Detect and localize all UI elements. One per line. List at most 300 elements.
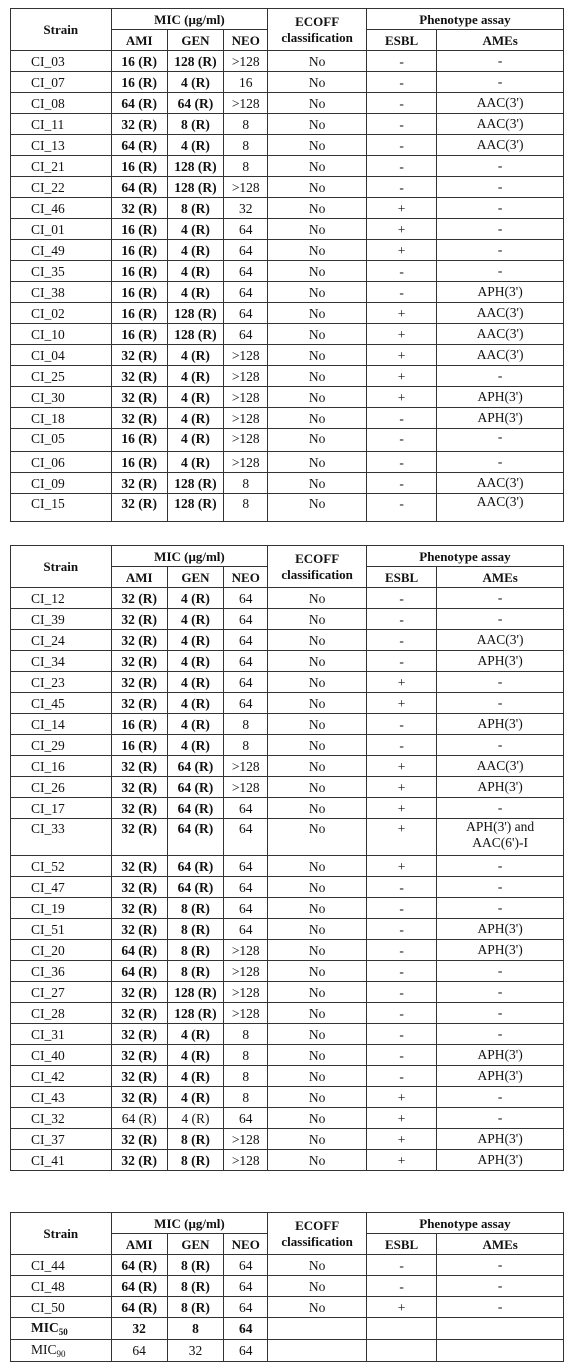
esbl-cell: - [366,114,436,135]
ecoff-header [268,9,367,51]
strain-cell: CI_14 [11,714,112,735]
ecoff-header-line1: ECOFF [295,1217,340,1233]
esbl-cell: - [366,919,436,940]
strain-cell: CI_48 [11,1276,112,1297]
table-row [11,1276,564,1297]
strain-cell: CI_26 [11,777,112,798]
summary-empty-cell [268,1318,367,1340]
table-row [11,735,564,756]
esbl-cell: - [366,1024,436,1045]
strain-cell: CI_46 [11,198,112,219]
table-row [11,588,564,609]
table-row [11,1255,564,1276]
ami-cell: 32 (R) [111,651,167,672]
neo-cell: 8 [224,135,268,156]
gen-header: GEN [167,1234,223,1255]
neo-cell: 64 [224,261,268,282]
gen-cell: 128 (R) [167,324,223,345]
ecoff-cell: No [268,777,367,798]
ames-cell: - [437,1003,564,1024]
ecoff-header [268,1213,367,1255]
ames-cell: AAC(3') [437,114,564,135]
esbl-header: ESBL [366,1234,436,1255]
table-row [11,1066,564,1087]
ecoff-cell: No [268,324,367,345]
ami-header: AMI [111,30,167,51]
ames-cell: - [437,1297,564,1318]
table-row [11,177,564,198]
ecoff-cell: No [268,693,367,714]
ecoff-cell: No [268,240,367,261]
strain-cell: CI_30 [11,387,112,408]
ames-cell: APH(3') [437,1150,564,1171]
strain-cell: CI_06 [11,452,112,473]
gen-cell: 4 (R) [167,219,223,240]
gen-cell: 4 (R) [167,714,223,735]
summary-label-subscript: 50 [58,1327,68,1337]
esbl-cell: - [366,588,436,609]
ecoff-cell: No [268,961,367,982]
ami-cell: 16 (R) [111,324,167,345]
summary-ami-cell: 64 [111,1340,167,1362]
gen-cell: 4 (R) [167,345,223,366]
neo-cell: 64 [224,651,268,672]
strain-header: Strain [11,9,112,51]
table-row [11,261,564,282]
ami-cell: 16 (R) [111,219,167,240]
strain-cell: CI_36 [11,961,112,982]
table-row [11,756,564,777]
table-row [11,282,564,303]
gen-cell: 8 (R) [167,940,223,961]
ecoff-cell: No [268,856,367,877]
mic-table-part-2 [10,545,564,1171]
ami-cell: 32 (R) [111,1003,167,1024]
neo-cell: 16 [224,72,268,93]
ecoff-cell: No [268,93,367,114]
ames-header: AMEs [437,1234,564,1255]
strain-cell: CI_45 [11,693,112,714]
ami-cell: 32 (R) [111,408,167,429]
ecoff-cell: No [268,877,367,898]
ami-cell: 64 (R) [111,1255,167,1276]
esbl-cell: + [366,303,436,324]
esbl-cell: + [366,672,436,693]
neo-cell: 8 [224,735,268,756]
strain-cell: CI_04 [11,345,112,366]
neo-cell: >128 [224,408,268,429]
gen-cell: 128 (R) [167,156,223,177]
ecoff-cell: No [268,819,367,856]
neo-cell: 8 [224,473,268,494]
gen-cell: 4 (R) [167,282,223,303]
neo-cell: >128 [224,345,268,366]
ames-cell: - [437,982,564,1003]
neo-cell: 8 [224,494,268,522]
gen-cell: 4 (R) [167,261,223,282]
esbl-cell: + [366,798,436,819]
ames-cell: - [437,1255,564,1276]
strain-cell: CI_25 [11,366,112,387]
strain-cell: CI_33 [11,819,112,856]
esbl-cell: - [366,609,436,630]
esbl-cell: - [366,177,436,198]
gen-cell: 4 (R) [167,1087,223,1108]
ames-cell: - [437,735,564,756]
neo-cell: 8 [224,714,268,735]
esbl-cell: - [366,51,436,72]
strain-cell: CI_02 [11,303,112,324]
neo-cell: 64 [224,1108,268,1129]
esbl-cell: - [366,1066,436,1087]
ames-cell: - [437,429,564,452]
ami-cell: 16 (R) [111,156,167,177]
table-row [11,429,564,452]
ecoff-cell: No [268,303,367,324]
gen-cell: 8 (R) [167,114,223,135]
gen-cell: 64 (R) [167,798,223,819]
table-row [11,324,564,345]
table-row [11,714,564,735]
ecoff-header-line1: ECOFF [295,13,340,29]
strain-cell: CI_34 [11,651,112,672]
ames-cell: - [437,198,564,219]
ecoff-cell: No [268,1276,367,1297]
esbl-cell: - [366,982,436,1003]
ecoff-cell: No [268,1003,367,1024]
ami-cell: 64 (R) [111,1276,167,1297]
esbl-cell: - [366,877,436,898]
ami-cell: 16 (R) [111,735,167,756]
gen-cell: 64 (R) [167,777,223,798]
ecoff-cell: No [268,219,367,240]
ames-cell: - [437,609,564,630]
ames-cell: - [437,261,564,282]
ames-cell: - [437,798,564,819]
ami-cell: 32 (R) [111,387,167,408]
strain-cell: CI_08 [11,93,112,114]
neo-header: NEO [224,30,268,51]
ami-cell: 64 (R) [111,1108,167,1129]
ecoff-cell: No [268,735,367,756]
gen-cell: 8 (R) [167,198,223,219]
strain-cell: CI_19 [11,898,112,919]
esbl-cell: + [366,756,436,777]
strain-cell: CI_31 [11,1024,112,1045]
gen-cell: 8 (R) [167,1276,223,1297]
strain-cell: CI_05 [11,429,112,452]
ecoff-cell: No [268,898,367,919]
ames-cell: - [437,877,564,898]
summary-label-text: MIC [31,1320,59,1335]
gen-cell: 4 (R) [167,651,223,672]
ecoff-cell: No [268,1150,367,1171]
summary-empty-cell [268,1340,367,1362]
strain-cell: CI_47 [11,877,112,898]
ecoff-cell: No [268,366,367,387]
strain-cell: CI_01 [11,219,112,240]
table-row [11,303,564,324]
ami-cell: 32 (R) [111,1129,167,1150]
ecoff-cell: No [268,282,367,303]
table-row [11,630,564,651]
esbl-cell: + [366,1129,436,1150]
strain-cell: CI_24 [11,630,112,651]
table-row [11,1108,564,1129]
ami-cell: 32 (R) [111,819,167,856]
ecoff-cell: No [268,982,367,1003]
strain-cell: CI_21 [11,156,112,177]
esbl-cell: - [366,940,436,961]
esbl-cell: + [366,1087,436,1108]
neo-cell: 8 [224,1045,268,1066]
ami-cell: 32 (R) [111,1045,167,1066]
gen-cell: 128 (R) [167,51,223,72]
neo-cell: >128 [224,756,268,777]
neo-cell: 64 [224,303,268,324]
ames-cell: AAC(3') [437,135,564,156]
esbl-cell: - [366,452,436,473]
ecoff-cell: No [268,798,367,819]
table-row [11,940,564,961]
esbl-cell: - [366,630,436,651]
neo-cell: 64 [224,877,268,898]
neo-cell: 64 [224,609,268,630]
table-row [11,408,564,429]
neo-cell: 64 [224,672,268,693]
ames-cell: AAC(3') [437,345,564,366]
ames-header: AMEs [437,30,564,51]
ami-cell: 64 (R) [111,177,167,198]
table-row [11,877,564,898]
strain-cell: CI_37 [11,1129,112,1150]
neo-cell: >128 [224,429,268,452]
summary-label [11,1318,112,1340]
table-row [11,982,564,1003]
gen-cell: 8 (R) [167,1297,223,1318]
esbl-cell: + [366,387,436,408]
ecoff-cell: No [268,72,367,93]
ames-cell: - [437,856,564,877]
ami-cell: 32 (R) [111,473,167,494]
gen-cell: 128 (R) [167,177,223,198]
ames-cell: APH(3') [437,714,564,735]
ames-cell: APH(3') [437,1045,564,1066]
neo-cell: 64 [224,898,268,919]
neo-cell: 64 [224,1255,268,1276]
gen-cell: 8 (R) [167,898,223,919]
summary-label-text: MIC [31,1342,57,1357]
gen-cell: 128 (R) [167,1003,223,1024]
gen-cell: 4 (R) [167,1024,223,1045]
gen-cell: 4 (R) [167,387,223,408]
phenotype-header: Phenotype assay [366,1213,563,1234]
ames-cell: - [437,898,564,919]
neo-cell: >128 [224,1003,268,1024]
esbl-cell: - [366,93,436,114]
ames-cell: - [437,1024,564,1045]
ami-cell: 32 (R) [111,877,167,898]
ames-cell: APH(3') [437,408,564,429]
strain-cell: CI_38 [11,282,112,303]
ami-cell: 32 (R) [111,630,167,651]
table-row [11,240,564,261]
ames-cell: AAC(3') [437,303,564,324]
strain-cell: CI_12 [11,588,112,609]
neo-cell: >128 [224,982,268,1003]
neo-cell: >128 [224,777,268,798]
table-row [11,1129,564,1150]
ami-cell: 32 (R) [111,798,167,819]
summary-gen-cell: 32 [167,1340,223,1362]
ecoff-header-line2: classification [281,29,353,45]
summary-neo-cell: 64 [224,1340,268,1362]
ames-cell: - [437,240,564,261]
ami-cell: 64 (R) [111,961,167,982]
ecoff-cell: No [268,756,367,777]
esbl-cell: - [366,408,436,429]
ames-cell: APH(3') [437,777,564,798]
summary-neo-cell: 64 [224,1318,268,1340]
ecoff-cell: No [268,494,367,522]
ecoff-cell: No [268,1087,367,1108]
table-row [11,93,564,114]
ecoff-cell: No [268,1108,367,1129]
esbl-cell: - [366,651,436,672]
gen-cell: 4 (R) [167,1045,223,1066]
esbl-cell: - [366,714,436,735]
gen-cell: 8 (R) [167,1129,223,1150]
neo-cell: 64 [224,1276,268,1297]
esbl-cell: - [366,1003,436,1024]
ecoff-cell: No [268,940,367,961]
esbl-cell: - [366,135,436,156]
ami-cell: 16 (R) [111,261,167,282]
strain-cell: CI_52 [11,856,112,877]
neo-cell: >128 [224,1150,268,1171]
esbl-cell: + [366,1108,436,1129]
summary-empty-cell [366,1318,436,1340]
table-row [11,693,564,714]
neo-cell: 64 [224,693,268,714]
ecoff-cell: No [268,473,367,494]
ecoff-cell: No [268,135,367,156]
neo-cell: >128 [224,1129,268,1150]
gen-cell: 4 (R) [167,366,223,387]
strain-cell: CI_49 [11,240,112,261]
neo-cell: 64 [224,919,268,940]
gen-cell: 4 (R) [167,735,223,756]
ames-cell: AAC(3') [437,756,564,777]
gen-cell: 4 (R) [167,452,223,473]
ames-cell: AAC(3') [437,93,564,114]
header-row [11,546,564,567]
esbl-cell: - [366,156,436,177]
ames-cell: - [437,366,564,387]
table-row [11,452,564,473]
ami-cell: 16 (R) [111,429,167,452]
ami-cell: 16 (R) [111,282,167,303]
table-row [11,198,564,219]
table-row [11,72,564,93]
ami-cell: 16 (R) [111,51,167,72]
ames-cell: AAC(3') [437,630,564,651]
gen-cell: 4 (R) [167,1066,223,1087]
strain-cell: CI_13 [11,135,112,156]
esbl-cell: + [366,819,436,856]
esbl-cell: - [366,261,436,282]
ecoff-cell: No [268,630,367,651]
neo-cell: >128 [224,93,268,114]
ecoff-cell: No [268,1297,367,1318]
summary-label [11,1340,112,1362]
phenotype-header: Phenotype assay [366,9,563,30]
ames-cell: - [437,177,564,198]
ecoff-cell: No [268,114,367,135]
ames-cell: - [437,156,564,177]
esbl-cell: - [366,473,436,494]
mic-header: MIC (μg/ml) [111,9,268,30]
ami-cell: 32 (R) [111,1024,167,1045]
neo-cell: 8 [224,1024,268,1045]
ami-header: AMI [111,567,167,588]
table-row [11,51,564,72]
table-row [11,819,564,856]
ames-cell: - [437,1087,564,1108]
gen-cell: 4 (R) [167,429,223,452]
neo-cell: >128 [224,940,268,961]
esbl-header: ESBL [366,567,436,588]
mic-table-part-1 [10,8,564,522]
table-row [11,798,564,819]
ames-cell: APH(3') [437,919,564,940]
strain-cell: CI_10 [11,324,112,345]
gen-cell: 64 (R) [167,756,223,777]
table-row [11,156,564,177]
ecoff-cell: No [268,452,367,473]
ames-cell: APH(3') [437,1129,564,1150]
esbl-cell: + [366,777,436,798]
neo-cell: >128 [224,961,268,982]
table-row [11,135,564,156]
strain-cell: CI_43 [11,1087,112,1108]
strain-cell: CI_44 [11,1255,112,1276]
table-row [11,898,564,919]
gen-cell: 64 (R) [167,856,223,877]
neo-cell: >128 [224,51,268,72]
neo-cell: 64 [224,819,268,856]
neo-cell: 64 [224,630,268,651]
ames-cell: - [437,672,564,693]
table-row [11,856,564,877]
neo-cell: >128 [224,387,268,408]
summary-empty-cell [437,1318,564,1340]
gen-cell: 4 (R) [167,630,223,651]
strain-cell: CI_40 [11,1045,112,1066]
ecoff-header [268,546,367,588]
table-row [11,114,564,135]
strain-cell: CI_32 [11,1108,112,1129]
summary-gen-cell: 8 [167,1318,223,1340]
neo-header: NEO [224,1234,268,1255]
summary-label-subscript: 90 [56,1349,66,1359]
table-row [11,387,564,408]
table-row [11,494,564,522]
neo-cell: 8 [224,114,268,135]
ames-cell: APH(3') [437,940,564,961]
mic-header: MIC (μg/ml) [111,546,268,567]
strain-cell: CI_39 [11,609,112,630]
